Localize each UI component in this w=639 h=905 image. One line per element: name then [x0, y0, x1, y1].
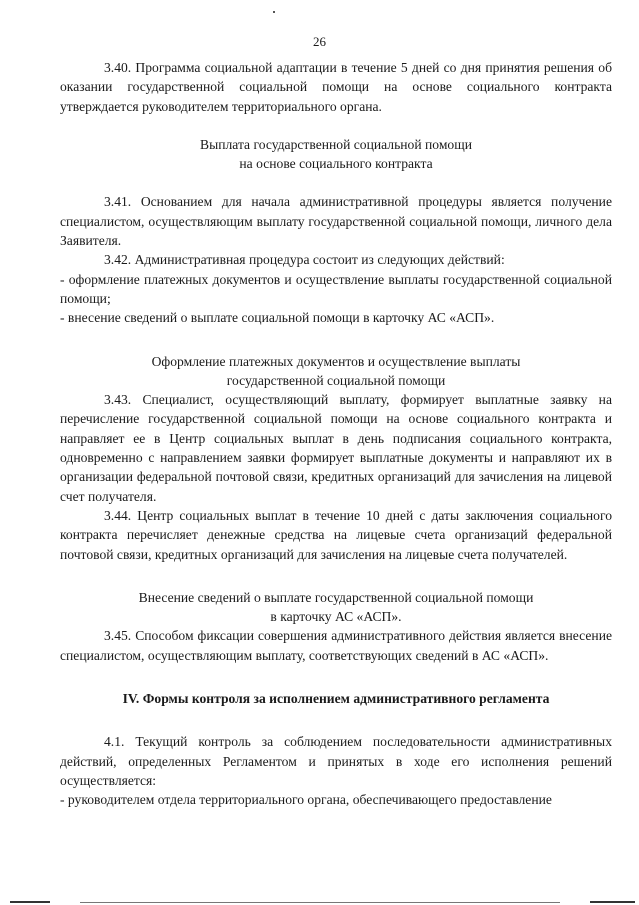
paragraph-4-1: 4.1. Текущий контроль за соблюдением последовательности административных действий, определенных Регламентом и принятых в ходе его исполнения решений осуществляется:: [60, 734, 612, 788]
paragraph-3-43: 3.43. Специалист, осуществляющий выплату, формирует выплатные заявку на перечисление государственной социальной помощи на основе социального контракта и направляет ее в Центр социальных выплат в день подписания социального контракта, одновременно с направлением заявки формирует выплатные документы и направляют их в организации федеральной почтовой связи, кредитных организаций для зачисления на лицевой счет получателя.: [60, 392, 612, 504]
list-item-3-42-2: - внесение сведений о выплате социальной помощи в карточку АС «АСП».: [60, 310, 495, 326]
section-heading-documents: [60, 352, 612, 391]
section-heading-record-line1: Внесение сведений о выплате государственной социальной помощи: [138, 589, 534, 605]
section-heading-payment: [60, 135, 612, 174]
scan-edge-line: [590, 901, 635, 903]
section-heading-payment-line1: Выплата государственной социальной помощи: [200, 136, 472, 152]
list-item-3-42-1: - оформление платежных документов и осуществление выплаты государственной социальной помощи;: [60, 271, 612, 306]
paragraph-3-44: 3.44. Центр социальных выплат в течение 10 дней с даты заключения социального контракта перечисляет денежные средства на лицевые счета организаций федеральной почтовой связи, кредитных организаций для зачисления на лицевые счета получателей.: [60, 507, 612, 562]
paragraph-3-41: 3.41. Основанием для начала административной процедуры является получение специалистом, осуществляющим выплату государственной социальной помощи, личного дела Заявителя.: [60, 194, 612, 249]
section-4-title: IV. Формы контроля за исполнением административного регламента: [122, 691, 550, 707]
list-item-4-1-1: - руководителем отдела территориального органа, обеспечивающего предоставление: [60, 792, 552, 808]
scan-edge-line: [80, 902, 560, 903]
section-heading-documents-line1: Оформление платежных документов и осуществление выплаты: [151, 353, 521, 369]
section-heading-record: [60, 588, 612, 627]
section-heading-record-line2: в карточку АС «АСП».: [270, 609, 402, 625]
scan-edge-line: [10, 901, 50, 903]
paragraph-3-42: 3.42. Административная процедура состоит из следующих действий:: [104, 252, 505, 268]
section-heading-payment-line2: на основе социального контракта: [239, 156, 433, 172]
document-body: [60, 58, 612, 810]
page-number: 26: [313, 34, 326, 49]
paragraph-3-45: 3.45. Способом фиксации совершения административного действия является внесение специалистом, осуществляющим выплату, соответствующих сведений в АС «АСП».: [60, 628, 612, 663]
scan-speck: [273, 11, 275, 13]
section-heading-documents-line2: государственной социальной помощи: [226, 372, 446, 388]
paragraph-3-40: 3.40. Программа социальной адаптации в течение 5 дней со дня принятия решения об оказании государственной социальной помощи на основе социального контракта утверждается руководителем территориального органа.: [60, 60, 612, 114]
